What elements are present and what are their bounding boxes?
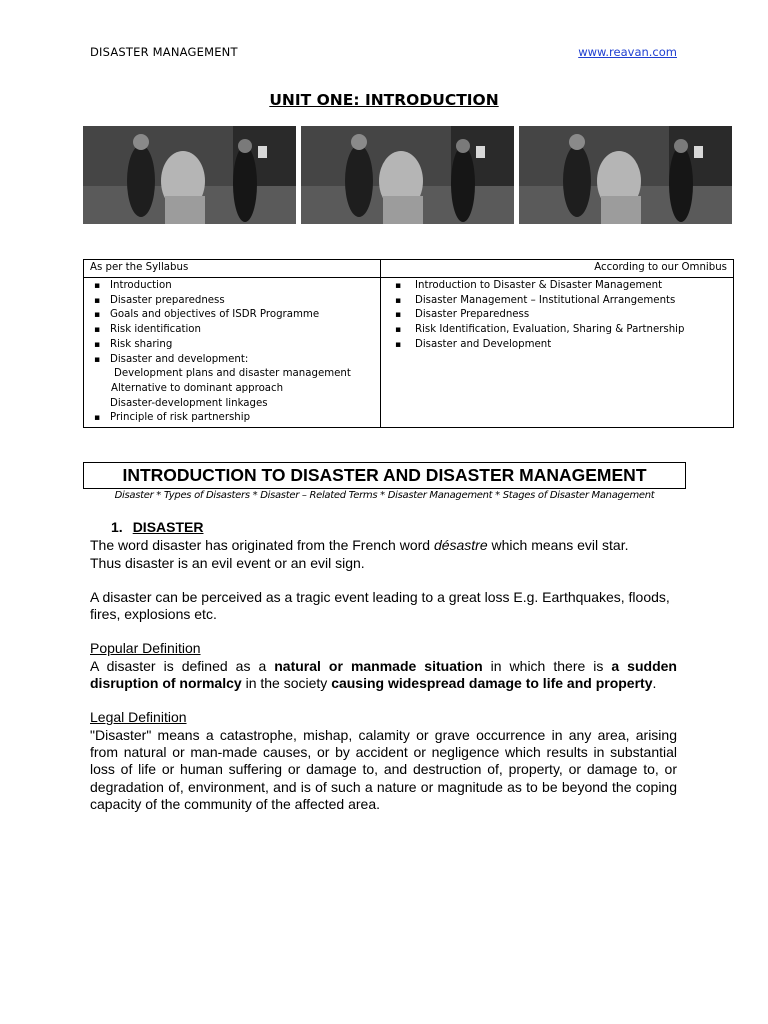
section-title-box: INTRODUCTION TO DISASTER AND DISASTER MANAGEMENT bbox=[83, 462, 686, 489]
bold-text: natural or manmade situation bbox=[274, 657, 483, 674]
photo-strip bbox=[83, 126, 733, 224]
syllabus-column bbox=[84, 278, 381, 428]
syllabus-column-header: As per the Syllabus bbox=[84, 260, 381, 278]
list-item: ▪ Disaster and Development bbox=[381, 338, 733, 353]
italic-word: désastre bbox=[433, 537, 488, 554]
classroom-photo bbox=[83, 126, 296, 224]
omnibus-column-header: According to our Omnibus bbox=[381, 260, 734, 278]
text-span: which means evil star. bbox=[487, 537, 629, 554]
classroom-photo bbox=[519, 126, 732, 224]
perception-paragraph: A disaster can be perceived as a tragic event leading to a great loss E.g. Earthquakes, floods, fires, explosions etc. bbox=[90, 588, 670, 623]
list-item: ▪ Risk sharing bbox=[84, 338, 380, 353]
list-item: ▪ Goals and objectives of ISDR Programme bbox=[84, 308, 380, 323]
text-span: Thus disaster is an evil event or an evil sign. bbox=[90, 554, 365, 571]
legal-definition-paragraph: "Disaster" means a catastrophe, mishap, calamity or grave occurrence in any area, arising from natural or man-made causes, or by accident or negligence which results in substantial loss of life or human suffering or damage to, and destruction of, property, or damage to, or degradation of, environment, and is of such a nature or magnitude as to be beyond the coping capacity of the community of the affected area. bbox=[90, 726, 677, 812]
list-item: ▪ Introduction to Disaster & Disaster Management bbox=[381, 279, 733, 294]
omnibus-column bbox=[381, 278, 734, 428]
syllabus-table bbox=[83, 259, 734, 428]
list-item: ▪ Disaster preparedness bbox=[84, 294, 380, 309]
header-website-link[interactable]: www.reavan.com bbox=[578, 45, 677, 59]
unit-title: UNIT ONE: INTRODUCTION bbox=[269, 91, 499, 109]
section-heading-text: DISASTER bbox=[132, 519, 204, 535]
table-header-row bbox=[84, 260, 734, 278]
text-span: in which there is bbox=[482, 657, 612, 674]
list-item: ▪ Risk Identification, Evaluation, Sharing & Partnership bbox=[381, 323, 733, 338]
bold-text: a sudden disruption of normalcy bbox=[90, 657, 677, 692]
header-title: DISASTER MANAGEMENT bbox=[90, 45, 238, 59]
section-subtitle: Disaster * Types of Disasters * Disaster – Related Terms * Disaster Management * Stages of Disaster Management bbox=[114, 490, 655, 501]
list-item: Development plans and disaster management bbox=[114, 368, 351, 380]
etymology-paragraph bbox=[90, 537, 677, 572]
list-item: Alternative to dominant approach bbox=[111, 382, 284, 394]
list-item: ▪ Disaster Management – Institutional Arrangements bbox=[381, 294, 733, 309]
classroom-photo bbox=[301, 126, 514, 224]
section-number: 1. bbox=[111, 519, 123, 535]
list-item: ▪ Risk identification bbox=[84, 323, 380, 338]
section-content bbox=[90, 519, 677, 813]
text-span: The word disaster has originated from the French word bbox=[90, 537, 434, 554]
list-item: ▪ Disaster and development: bbox=[84, 353, 380, 368]
list-item: ▪ Introduction bbox=[84, 279, 380, 294]
list-item: ▪ Principle of risk partnership bbox=[84, 411, 380, 426]
popular-definition-heading: Popular Definition bbox=[90, 640, 201, 657]
text-span: A disaster is defined as a bbox=[90, 657, 275, 674]
legal-definition-heading: Legal Definition bbox=[90, 709, 187, 726]
table-row bbox=[84, 278, 734, 428]
text-span: in the society bbox=[241, 675, 332, 692]
list-item: Disaster-development linkages bbox=[110, 397, 268, 409]
text-span: . bbox=[652, 675, 657, 692]
popular-definition-paragraph bbox=[90, 658, 677, 693]
list-item: ▪ Disaster Preparedness bbox=[381, 308, 733, 323]
section-heading bbox=[111, 519, 677, 536]
bold-text: causing widespread damage to life and property bbox=[331, 675, 653, 692]
